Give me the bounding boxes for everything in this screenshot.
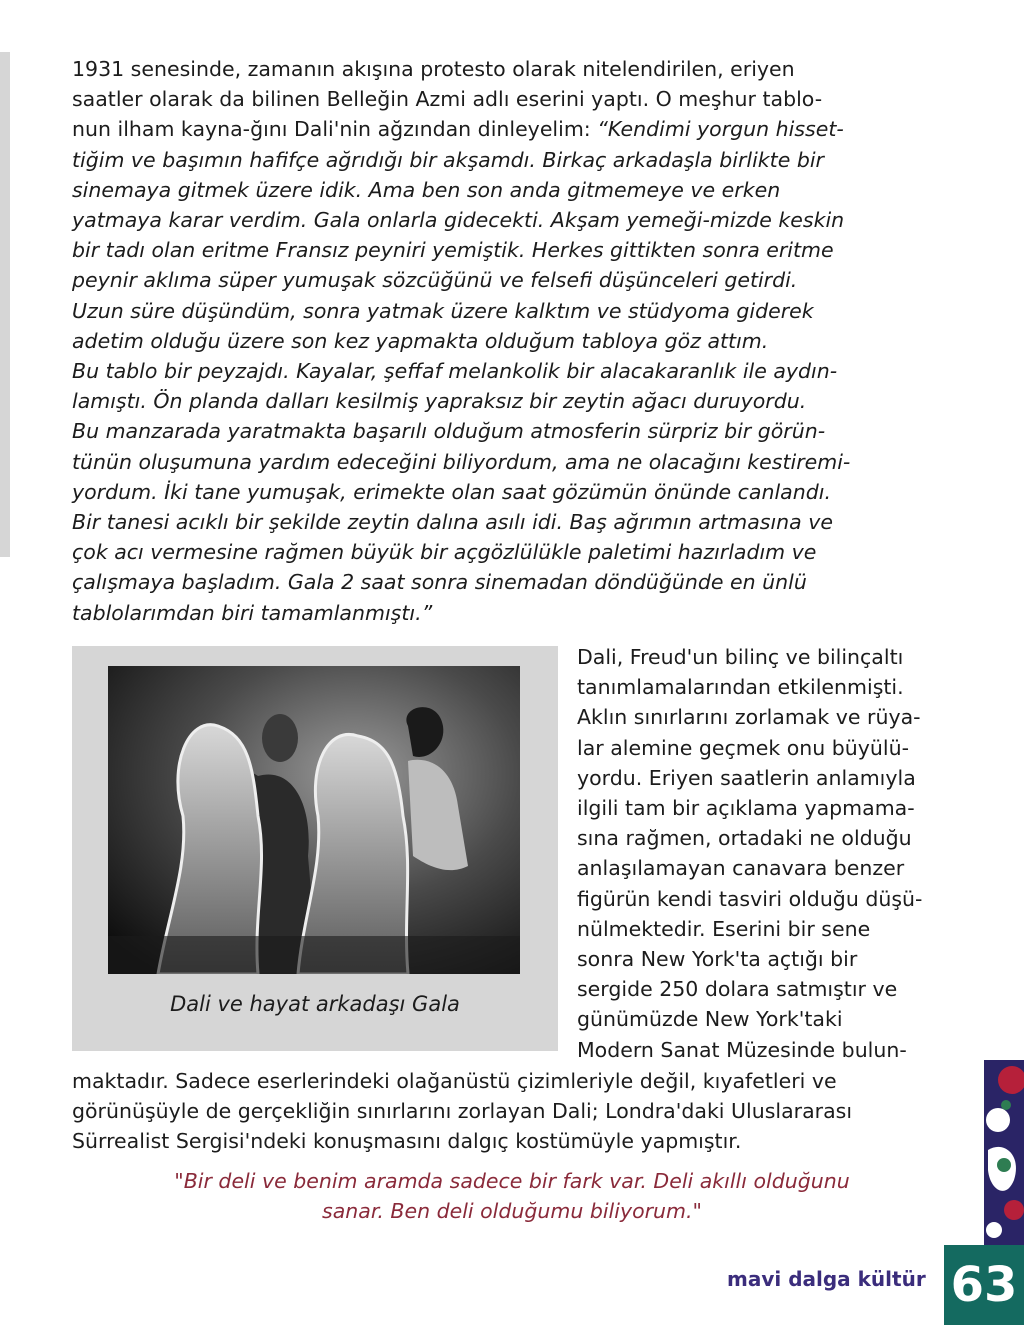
- intro-line: [72, 114, 952, 144]
- pull-quote: [72, 1166, 952, 1226]
- intro-line-text: adetim olduğu üzere son kez yapmakta olduğum tabloya göz attım.: [72, 328, 769, 353]
- intro-line: [72, 175, 952, 205]
- intro-line: [72, 296, 952, 326]
- intro-line-text: sinemaya gitmek üzere idik. Ama ben son anda gitmemeye ve erken: [72, 177, 781, 202]
- brand-name: mavi dalga kültür: [727, 1267, 926, 1291]
- photo-caption: Dali ve hayat arkadaşı Gala: [170, 992, 460, 1016]
- intro-line-text: Bu manzarada yaratmakta başarılı olduğum atmosferin sürpriz bir görün-: [72, 419, 826, 444]
- intro-line-text: 1931 senesinde, zamanın akışına protesto olarak nitelendirilen, eriyen: [72, 57, 795, 81]
- intro-line: [72, 326, 952, 356]
- right-column-line: Aklın sınırlarını zorlamak ve rüya-: [577, 705, 921, 730]
- right-column-line: Dali, Freud'un bilinç ve bilinçaltı: [577, 645, 904, 669]
- intro-line-text: bir tadı olan eritme Fransız peyniri yemiştik. Herkes gittikten sonra eritme: [72, 238, 834, 263]
- intro-line-quote: “Kendimi yorgun hisset-: [597, 117, 844, 142]
- decorative-artwork: [984, 1060, 1024, 1245]
- right-column-line: lar alemine geçmek onu büyülü-: [577, 735, 909, 760]
- right-column-line: figürün kendi tasviri olduğu düşü-: [577, 886, 923, 911]
- intro-paragraph: [72, 54, 952, 628]
- right-column-line: sergide 250 dolara satmıştır ve: [577, 977, 898, 1002]
- intro-line: [72, 84, 952, 114]
- intro-line-text: saatler olarak da bilinen Belleğin Azmi adlı eserini yaptı. O meşhur tablo-: [72, 87, 823, 112]
- intro-line: [72, 416, 952, 446]
- intro-line: [72, 537, 952, 567]
- photo-box: [72, 646, 558, 1051]
- intro-line-text: çalışmaya başladım. Gala 2 saat sonra sinemadan döndüğünde en ünlü: [72, 570, 807, 595]
- right-column-line: tanımlamalarından etkilenmişti.: [577, 675, 904, 700]
- right-column-paragraph: [577, 642, 977, 1065]
- intro-line-text: Uzun süre düşündüm, sonra yatmak üzere kalktım ve stüdyoma giderek: [72, 298, 814, 323]
- right-column-line: nülmektedir. Eserini bir sene: [577, 916, 871, 941]
- dali-gala-photo: [108, 666, 520, 974]
- right-column-line: ilgili tam bir açıklama yapmama-: [577, 796, 915, 821]
- intro-line-text: Bir tanesi acıklı bir şekilde zeytin dalına asılı idi. Baş ağrımın artmasına ve: [72, 510, 833, 535]
- intro-line: [72, 265, 952, 295]
- intro-line: [72, 598, 952, 628]
- margin-bar: [0, 52, 10, 557]
- bottom-line: görünüşüyle de gerçekliğin sınırlarını zorlayan Dali; Londra'daki Uluslararası: [72, 1099, 853, 1124]
- right-column-line: sonra New York'ta açtığı bir: [577, 947, 858, 972]
- intro-line: [72, 235, 952, 265]
- intro-line-text: çok acı vermesine rağmen büyük bir açgözlülükle paletimi hazırladım ve: [72, 540, 817, 565]
- intro-line: [72, 447, 952, 477]
- intro-line: [72, 386, 952, 416]
- right-column-line: sına rağmen, ortadaki ne olduğu: [577, 826, 912, 851]
- intro-line: [72, 356, 952, 386]
- intro-line-text: tiğim ve başımın hafifçe ağrıdığı bir akşamdı. Birkaç arkadaşla birlikte bir: [72, 147, 824, 172]
- intro-line-text: lamıştı. Ön planda dalları kesilmiş yapraksız bir zeytin ağacı duruyordu.: [72, 389, 807, 414]
- quote-line: "Bir deli ve benim aramda sadece bir fark var. Deli akıllı olduğunu: [174, 1169, 850, 1193]
- intro-line: [72, 205, 952, 235]
- right-column-line: anlaşılamayan canavara benzer: [577, 856, 905, 881]
- intro-line: [72, 567, 952, 597]
- page-number: 63: [944, 1245, 1024, 1325]
- right-column-line: yordu. Eriyen saatlerin anlamıyla: [577, 765, 916, 790]
- bottom-paragraph: [72, 1066, 952, 1157]
- intro-line-text: nun ilham kayna-ğını Dali'nin ağzından dinleyelim:: [72, 117, 598, 142]
- quote-line: sanar. Ben deli olduğumu biliyorum.": [322, 1199, 702, 1223]
- intro-line-text: tablolarımdan biri tamamlanmıştı.”: [72, 600, 433, 625]
- bottom-line: maktadır. Sadece eserlerindeki olağanüstü çizimleriyle değil, kıyafetleri ve: [72, 1069, 837, 1093]
- intro-line-text: peynir aklıma süper yumuşak sözcüğünü ve felsefi düşünceleri getirdi.: [72, 268, 798, 293]
- intro-line-text: Bu tablo bir peyzajdı. Kayalar, şeffaf melankolik bir alacakaranlık ile aydın-: [72, 359, 838, 384]
- right-column-line: günümüzde New York'taki: [577, 1007, 843, 1032]
- right-column-line: Modern Sanat Müzesinde bulun-: [577, 1037, 907, 1062]
- bottom-line: Sürrealist Sergisi'ndeki konuşmasını dalgıç kostümüyle yapmıştır.: [72, 1129, 742, 1154]
- intro-line: [72, 54, 952, 84]
- intro-line-text: yatmaya karar verdim. Gala onlarla gidecekti. Akşam yemeği-mizde keskin: [72, 208, 845, 233]
- intro-line-text: tünün oluşumuna yardım edeceğini biliyordum, ama ne olacağını kestiremi-: [72, 449, 851, 474]
- intro-line: [72, 507, 952, 537]
- intro-line: [72, 477, 952, 507]
- intro-line: [72, 145, 952, 175]
- intro-line-text: yordum. İki tane yumuşak, erimekte olan saat gözümün önünde canlandı.: [72, 479, 831, 504]
